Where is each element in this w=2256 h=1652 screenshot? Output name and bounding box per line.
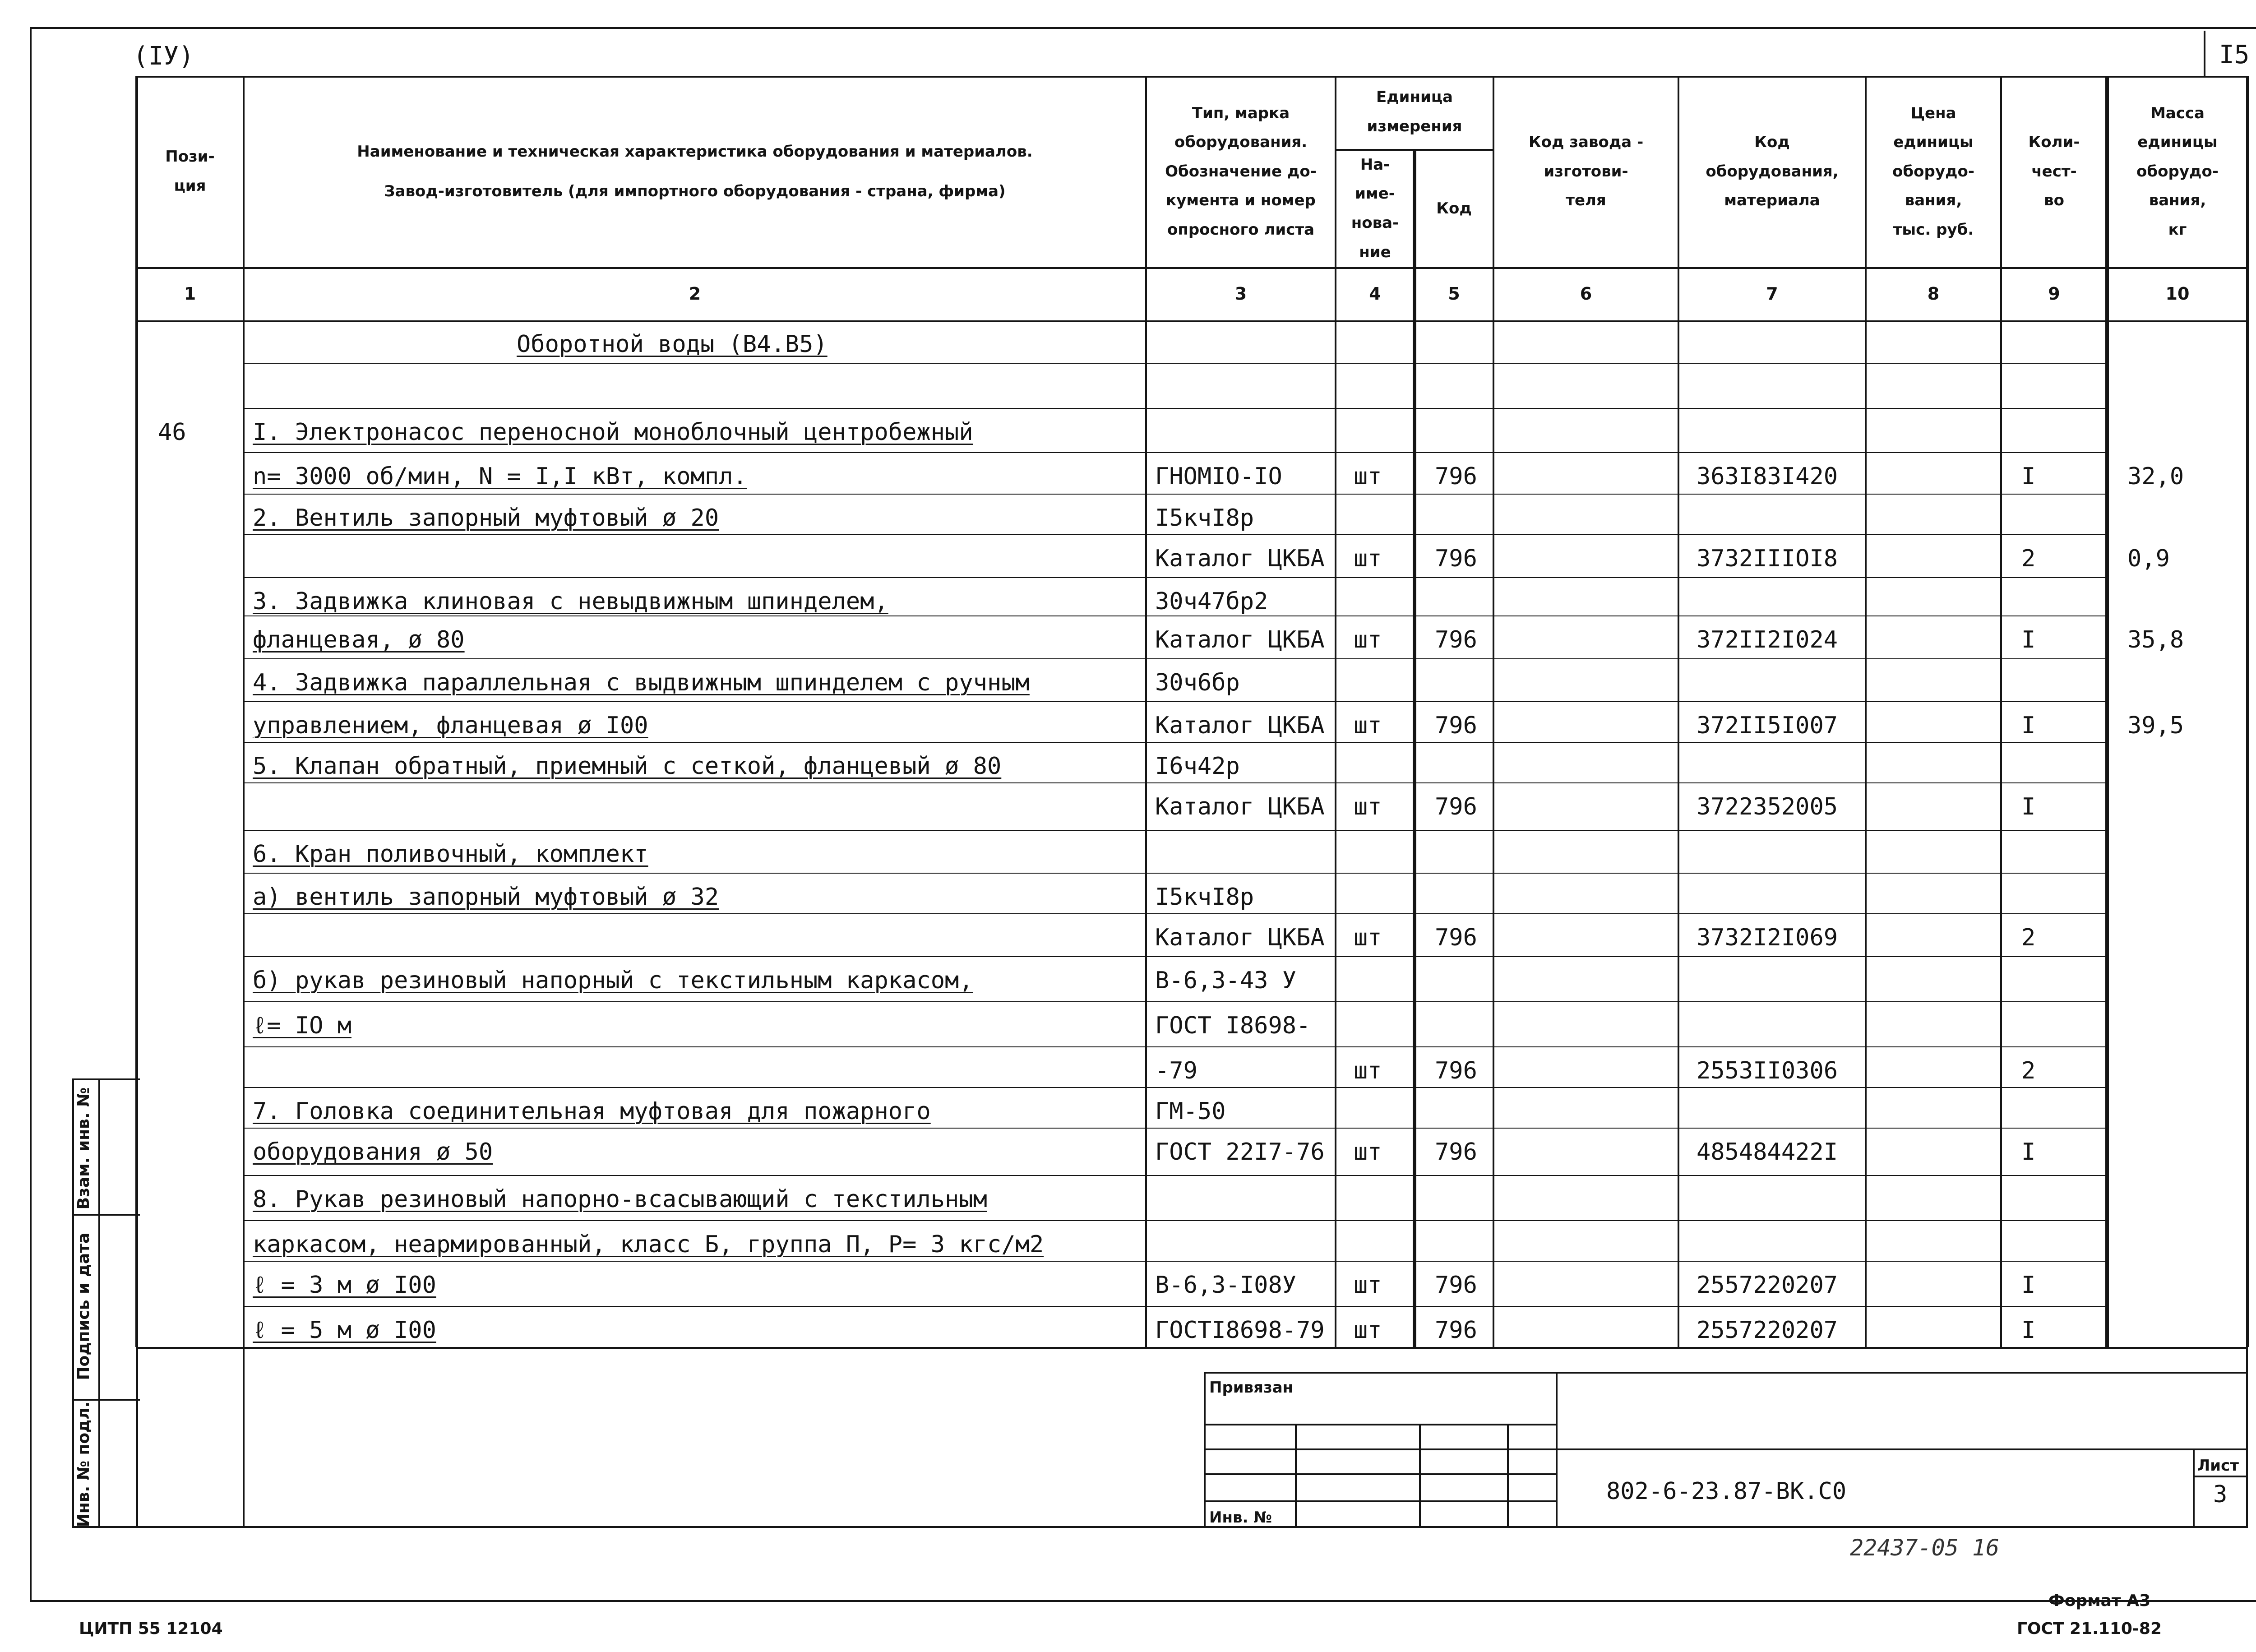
cell-code: 796 [1435,626,1477,653]
cell-qty: I [2021,1138,2036,1166]
cell-name: управлением, фланцевая ø I00 [253,712,648,739]
section-mark: (IУ) [133,42,194,71]
cell-type: Каталог ЦКБА [1155,545,1325,572]
number-row-divider [136,320,2248,322]
privyazan-label: Привязан [1209,1379,1294,1397]
cell-type: I6ч42р [1155,753,1240,780]
row-rule [244,913,2107,914]
cell-qty: I [2021,626,2036,653]
column-number-6: 6 [1580,284,1592,304]
column-number-7: 7 [1766,284,1778,304]
cell-type: 30ч47бр2 [1155,588,1268,615]
cell-name: ℓ = 3 м ø I00 [253,1272,436,1299]
table-bottom-line [136,1347,2248,1349]
cell-mass: 32,0 [2127,463,2184,490]
column-number-5: 5 [1448,284,1460,304]
podpis-data-label: Подпись и дата [74,1232,93,1380]
cell-name: 6. Кран поливочный, комплект [253,841,648,868]
list-label: Лист [2197,1457,2239,1475]
row-rule [244,1220,2107,1221]
cell-name: 2. Вентиль запорный муфтовый ø 20 [253,504,719,532]
inv-no-label: Инв. № [1209,1509,1272,1527]
cell-type: ГМ-50 [1155,1098,1226,1125]
cell-eq-code: 2557220207 [1697,1317,1838,1344]
column-header-5: Код [1436,199,1472,217]
cell-qty: I [2021,712,2036,739]
cell-unit: шт [1354,1057,1382,1084]
cell-unit: шт [1354,924,1382,951]
format-label: Формат А3 [2048,1592,2151,1610]
cell-eq-code: 3732IIIOI8 [1697,545,1838,572]
row-rule [244,534,2107,535]
row-rule [244,956,2107,957]
column-header-8: Цена единицы оборудо- вания, тыс. руб. [1892,104,1974,239]
cell-unit: шт [1354,712,1382,739]
column-header-4: На- име- нова- ние [1351,155,1399,261]
handwritten-archive-number: 22437-05 16 [1850,1535,2000,1561]
row-rule [244,1261,2107,1262]
cell-mass: 0,9 [2127,545,2170,572]
column-header-9: Коли- чест- во [2028,133,2080,210]
cell-name: 7. Головка соединительная муфтовая для пожарного [253,1098,931,1125]
cell-unit: шт [1354,1138,1382,1166]
cell-type: В-6,3-43 У [1155,967,1297,994]
org-stamp: ЦИТП 55 12104 [79,1620,223,1638]
cell-unit: шт [1354,463,1382,490]
cell-eq-code: 3722352005 [1697,793,1838,820]
row-rule [244,494,2107,495]
column-header-6: Код завода - изготови- теля [1528,133,1644,210]
cell-code: 796 [1435,463,1477,490]
row-rule [244,742,2107,743]
cell-type: Каталог ЦКБА [1155,793,1325,820]
cell-unit: шт [1354,545,1382,572]
cell-code: 796 [1435,712,1477,739]
cell-type: I5кчI8р [1155,884,1254,911]
cell-name: а) вентиль запорный муфтовый ø 32 [253,884,719,911]
vzam-inv-label: Взам. инв. № [74,1087,93,1210]
cell-type: ГОСТI8698-79 [1155,1317,1325,1344]
list-number: 3 [2213,1481,2228,1508]
cell-code: 796 [1435,1317,1477,1344]
cell-eq-code: 2557220207 [1697,1272,1838,1299]
cell-code: 796 [1435,545,1477,572]
cell-name: б) рукав резиновый напорный с текстильным каркасом, [253,967,973,994]
cell-code: 796 [1435,793,1477,820]
row-rule [244,1306,2107,1307]
cell-name: 4. Задвижка параллельная с выдвижным шпинделем с ручным [253,669,1030,696]
column-number-10: 10 [2165,284,2190,304]
cell-name: 3. Задвижка клиновая с невыдвижным шпинделем, [253,588,888,615]
cell-name: фланцевая, ø 80 [253,626,465,653]
row-rule [244,577,2107,578]
column-divider-bold [1413,320,1416,1347]
cell-code: 796 [1435,1138,1477,1166]
row-rule [244,1001,2107,1002]
row-rule [244,452,2107,453]
row-rule [244,615,2107,616]
column-header-3: Тип, марка оборудования. Обозначение до- кумента и номер опросного листа [1165,104,1317,239]
column-number-8: 8 [1927,284,1940,304]
cell-mass: 39,5 [2127,712,2184,739]
cell-pos: 46 [158,419,186,446]
cell-name: ℓ= IO м [253,1012,352,1039]
cell-qty: I [2021,463,2036,490]
cell-code: 796 [1435,1272,1477,1299]
cell-name: Оборотной воды (В4.В5) [517,331,828,358]
cell-type: В-6,3-I08У [1155,1272,1297,1299]
cell-eq-code: 2553II0306 [1697,1057,1838,1084]
cell-unit: шт [1354,1317,1382,1344]
cell-type: ГНОМIO-IO [1155,463,1282,490]
cell-unit: шт [1354,793,1382,820]
cell-unit: шт [1354,626,1382,653]
row-rule [244,658,2107,659]
cell-type: ГОСТ I8698- [1155,1012,1311,1039]
column-header-7: Код оборудования, материала [1706,133,1839,210]
row-rule [244,363,2107,364]
row-rule [244,1046,2107,1047]
column-number-2: 2 [689,284,701,304]
cell-unit: шт [1354,1272,1382,1299]
row-rule [244,1175,2107,1176]
column-number-3: 3 [1234,284,1247,304]
document-code: 802-6-23.87-ВК.С0 [1606,1478,1847,1505]
cell-qty: 2 [2021,924,2036,951]
column-header-1: Пози- ция [165,148,215,195]
cell-qty: I [2021,1272,2036,1299]
cell-mass: 35,8 [2127,626,2184,653]
row-rule [244,830,2107,831]
row-rule [244,408,2107,409]
sheet-number-top: I5 [2219,40,2250,69]
cell-type: Каталог ЦКБА [1155,626,1325,653]
column-number-1: 1 [184,284,196,304]
row-rule [244,1128,2107,1129]
column-header-10: Масса единицы оборудо- вания, кг [2136,104,2219,239]
cell-type: I5кчI8р [1155,504,1254,532]
cell-code: 796 [1435,924,1477,951]
cell-type: Каталог ЦКБА [1155,712,1325,739]
cell-eq-code: 372II2I024 [1697,626,1838,653]
cell-type: Каталог ЦКБА [1155,924,1325,951]
cell-name: каркасом, неармированный, класс Б, группа П, Р= 3 кгс/м2 [253,1231,1044,1258]
cell-code: 796 [1435,1057,1477,1084]
cell-qty: I [2021,1317,2036,1344]
cell-type: 30ч6бр [1155,669,1240,696]
unit-group-header: Единица измерения [1367,88,1462,135]
column-number-4: 4 [1369,284,1381,304]
cell-qty: 2 [2021,1057,2036,1084]
cell-eq-code: 363I83I420 [1697,463,1838,490]
cell-eq-code: 485484422I [1697,1138,1838,1166]
column-header-2: Наименование и техническая характеристика оборудования и материалов. Завод-изготовитель (для импортного оборудования - страна, фирма) [357,142,1033,200]
column-number-9: 9 [2048,284,2060,304]
column-divider [243,1347,245,1528]
cell-name: 5. Клапан обратный, приемный с сеткой, фланцевый ø 80 [253,753,1002,780]
cell-name: ℓ = 5 м ø I00 [253,1317,436,1344]
inv-podl-label: Инв. № подл. [74,1401,93,1527]
cell-eq-code: 3732I2I069 [1697,924,1838,951]
gost-label: ГОСТ 21.110-82 [2017,1620,2162,1638]
row-rule [244,701,2107,702]
row-rule [244,782,2107,783]
row-rule [244,873,2107,874]
cell-name: n= 3000 об/мин, N = I,I кВт, компл. [253,463,747,490]
row-rule [244,1087,2107,1088]
cell-name: оборудования ø 50 [253,1138,493,1166]
cell-name: 8. Рукав резиновый напорно-всасывающий с текстильным [253,1186,987,1213]
cell-qty: 2 [2021,545,2036,572]
cell-eq-code: 372II5I007 [1697,712,1838,739]
cell-type: -79 [1155,1057,1197,1084]
cell-type: ГОСТ 22I7-76 [1155,1138,1325,1166]
cell-qty: I [2021,793,2036,820]
cell-name: I. Электронасос переносной моноблочный центробежный [253,419,973,446]
